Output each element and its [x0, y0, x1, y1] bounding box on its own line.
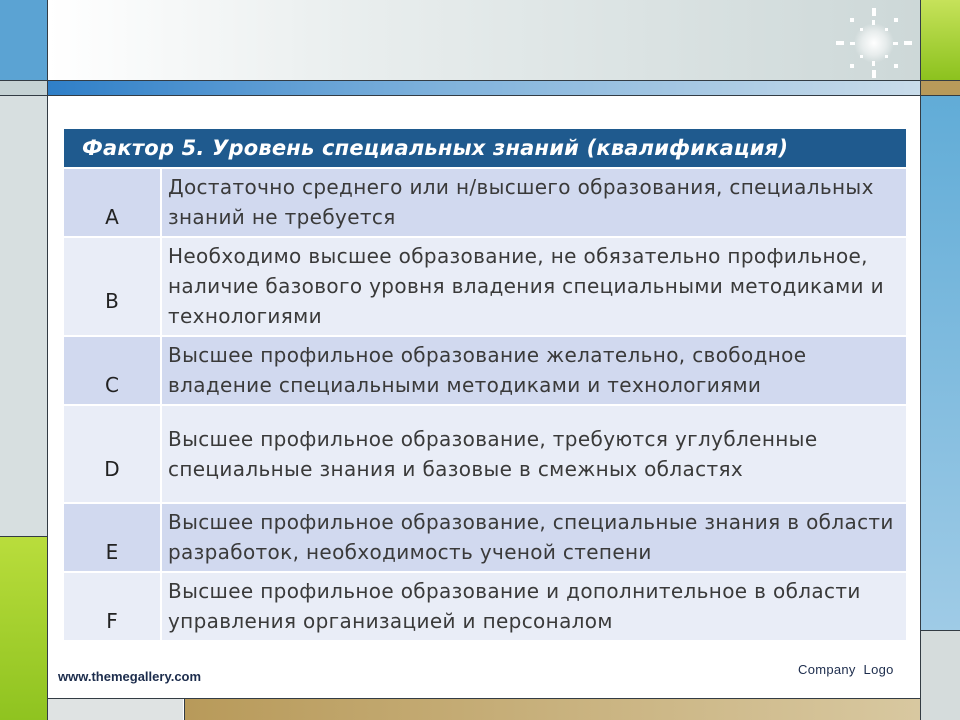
left-column-bottom [0, 537, 47, 720]
sparkle-icon [836, 8, 912, 78]
left-vertical-rule [47, 0, 48, 720]
blue-bar-rule [0, 95, 960, 96]
factor-table [64, 129, 906, 640]
row-description: Необходимо высшее образование, не обязательно профильное, наличие базового уровня владения специальными методиками и технологиями [162, 236, 906, 335]
right-column-bottom [921, 631, 960, 720]
table-row-a [64, 167, 906, 236]
footer-url[interactable]: www.themegallery.com [58, 669, 202, 684]
right-column-middle [921, 96, 960, 630]
table-row-b [64, 236, 906, 335]
table-row-c [64, 335, 906, 404]
left-col-divider [0, 536, 47, 537]
right-strip [921, 81, 960, 95]
right-column-top [921, 0, 960, 80]
row-description: Высшее профильное образование и дополнительное в области управления организацией и персоналом [162, 571, 906, 640]
row-letter: D [64, 404, 162, 502]
blue-bar [48, 81, 920, 95]
row-description: Высшее профильное образование, специальные знания в области разработок, необходимость ученой степени [162, 502, 906, 571]
row-letter: C [64, 335, 162, 404]
company-logo-text: Company Logo [798, 662, 894, 677]
row-letter: A [64, 167, 162, 236]
row-letter: B [64, 236, 162, 335]
left-column-top [0, 0, 47, 80]
table-row-f [64, 571, 906, 640]
top-band [48, 0, 920, 80]
bottom-band-right [185, 699, 920, 720]
row-letter: E [64, 502, 162, 571]
table-row-d [64, 404, 906, 502]
row-description: Достаточно среднего или н/высшего образования, специальных знаний не требуется [162, 167, 906, 236]
row-letter: F [64, 571, 162, 640]
row-description: Высшее профильное образование, требуются углубленные специальные знания и базовые в смежных областях [162, 404, 906, 502]
table-title: Фактор 5. Уровень специальных знаний (квалификация) [64, 129, 906, 167]
right-col-divider [921, 630, 960, 631]
right-vertical-rule [920, 0, 921, 720]
left-strip [0, 81, 47, 95]
row-description: Высшее профильное образование желательно, свободное владение специальными методиками и технологиями [162, 335, 906, 404]
table-row-e [64, 502, 906, 571]
bottom-band-left [48, 699, 183, 720]
left-column-middle [0, 96, 47, 536]
